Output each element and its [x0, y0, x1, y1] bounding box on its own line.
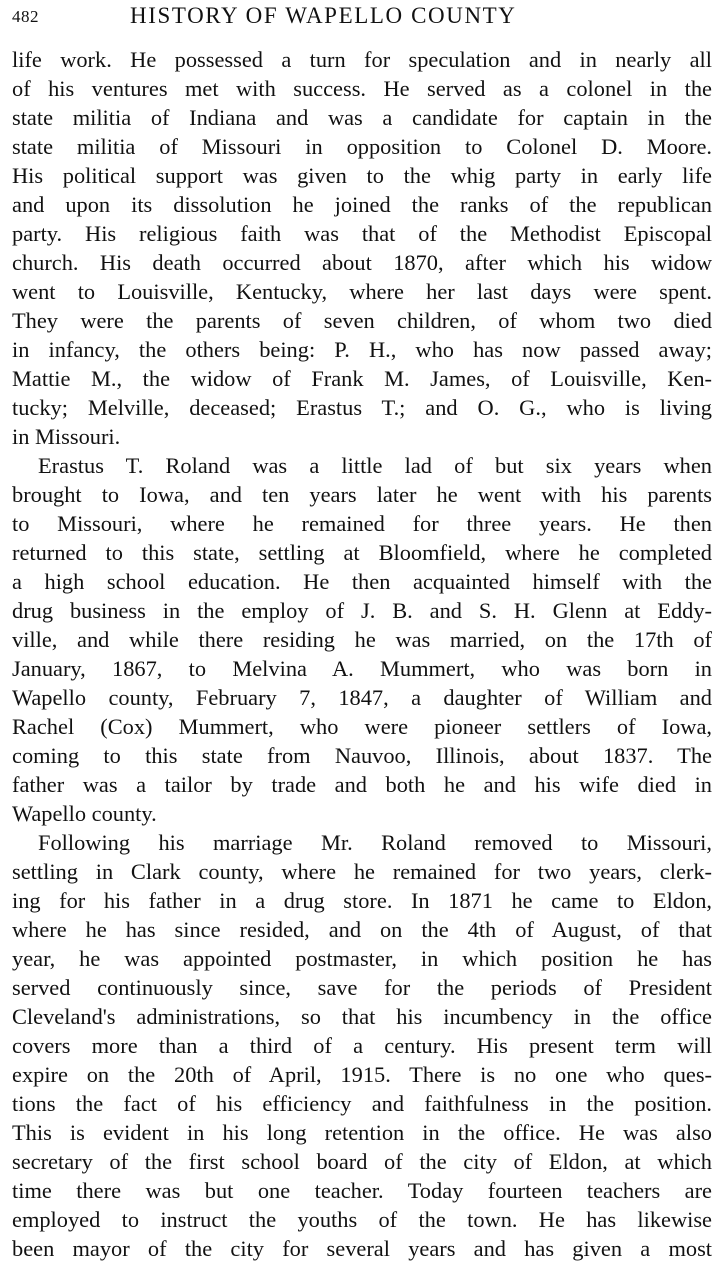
text-line: Rachel (Cox) Mummert, who were pioneer settlers of Iowa, — [12, 714, 712, 739]
page-number: 482 — [12, 7, 39, 26]
text-line: Mattie M., the widow of Frank M. James, of Louisville, Ken- — [12, 366, 712, 391]
text-line: tions the fact of his efficiency and faithfulness in the position. — [12, 1091, 712, 1116]
text-line: coming to this state from Nauvoo, Illinois, about 1837. The — [12, 743, 712, 768]
text-line: tucky; Melville, deceased; Erastus T.; and O. G., who is living — [12, 395, 712, 420]
text-line: ville, and while there residing he was married, on the 17th of — [12, 627, 712, 652]
text-line: ing for his father in a drug store. In 1871 he came to Eldon, — [12, 888, 712, 913]
text-line: of his ventures met with success. He served as a colonel in the — [12, 76, 712, 101]
text-line: party. His religious faith was that of the Methodist Episcopal — [12, 221, 712, 246]
text-line: church. His death occurred about 1870, after which his widow — [12, 250, 712, 275]
text-line: where he has since resided, and on the 4th of August, of that — [12, 917, 712, 942]
text-line: covers more than a third of a century. His present term will — [12, 1033, 712, 1058]
text-line: His political support was given to the whig party in early life — [12, 163, 712, 188]
text-line: expire on the 20th of April, 1915. There is no one who ques- — [12, 1062, 712, 1087]
text-line: employed to instruct the youths of the town. He has likewise — [12, 1207, 712, 1232]
text-line: settling in Clark county, where he remained for two years, clerk- — [12, 859, 712, 884]
text-line: life work. He possessed a turn for speculation and in nearly all — [12, 47, 712, 72]
text-line: January, 1867, to Melvina A. Mummert, who was born in — [12, 656, 712, 681]
text-line: This is evident in his long retention in the office. He was also — [12, 1120, 712, 1145]
text-line: state militia of Missouri in opposition to Colonel D. Moore. — [12, 134, 712, 159]
text-line: Cleveland's administrations, so that his incumbency in the office — [12, 1004, 712, 1029]
text-line: Erastus T. Roland was a little lad of but six years when — [38, 453, 712, 478]
text-line: in infancy, the others being: P. H., who has now passed away; — [12, 337, 712, 362]
text-line: year, he was appointed postmaster, in which position he has — [12, 946, 712, 971]
text-line: in Missouri. — [12, 424, 121, 449]
text-line: Wapello county, February 7, 1847, a daughter of William and — [12, 685, 712, 710]
text-line: They were the parents of seven children, of whom two died — [12, 308, 712, 333]
text-line: to Missouri, where he remained for three years. He then — [12, 511, 712, 536]
text-line: secretary of the first school board of the city of Eldon, at which — [12, 1149, 712, 1174]
text-line: a high school education. He then acquainted himself with the — [12, 569, 712, 594]
text-line: and upon its dissolution he joined the ranks of the republican — [12, 192, 712, 217]
text-line: brought to Iowa, and ten years later he went with his parents — [12, 482, 712, 507]
body-text — [12, 45, 712, 1263]
text-line: been mayor of the city for several years and has given a most — [12, 1236, 712, 1261]
text-line: Following his marriage Mr. Roland removed to Missouri, — [38, 830, 712, 855]
book-page — [12, 0, 712, 1263]
text-line: time there was but one teacher. Today fourteen teachers are — [12, 1178, 712, 1203]
text-line: father was a tailor by trade and both he and his wife died in — [12, 772, 712, 797]
text-line: went to Louisville, Kentucky, where her last days were spent. — [12, 279, 712, 304]
text-line: Wapello county. — [12, 801, 157, 826]
text-line: drug business in the employ of J. B. and S. H. Glenn at Eddy- — [12, 598, 712, 623]
text-line: served continuously since, save for the periods of President — [12, 975, 712, 1000]
running-title: HISTORY OF WAPELLO COUNTY — [130, 3, 517, 28]
text-line: returned to this state, settling at Bloomfield, where he completed — [12, 540, 712, 565]
running-head — [12, 0, 712, 36]
text-line: state militia of Indiana and was a candidate for captain in the — [12, 105, 712, 130]
